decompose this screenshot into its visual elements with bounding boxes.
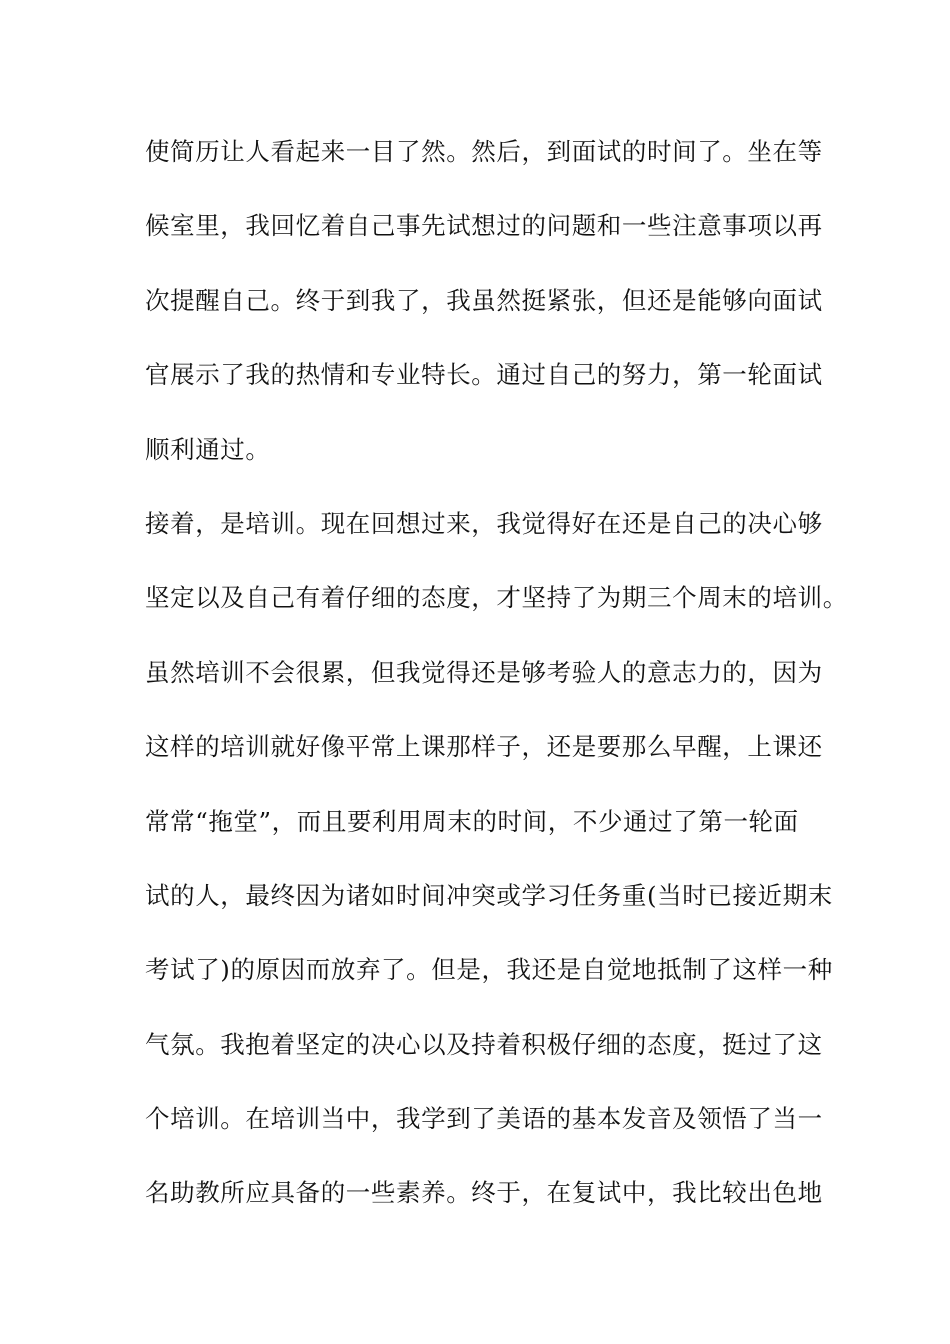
text-line: 常常“拖堂”，而且要利用周末的时间，不少通过了第一轮面 bbox=[145, 806, 799, 836]
text-line: 使简历让人看起来一目了然。然后，到面试的时间了。坐在等 bbox=[145, 137, 823, 166]
body-text bbox=[145, 127, 865, 1243]
text-line: 次提醒自己。终于到我了，我虽然挺紧张，但还是能够向面试 bbox=[145, 285, 823, 315]
text-line: 顺利通过。 bbox=[145, 434, 271, 464]
text-line: 考试了)的原因而放弃了。但是，我还是自觉地抵制了这样一种 bbox=[145, 955, 833, 985]
text-line: 名助教所应具备的一些素养。终于，在复试中，我比较出色地 bbox=[145, 1178, 823, 1208]
text-line: 试的人，最终因为诸如时间冲突或学习任务重(当时已接近期末 bbox=[145, 880, 833, 910]
text-line: 候室里，我回忆着自己事先试想过的问题和一些注意事项以再 bbox=[145, 211, 823, 241]
text-line: 这样的培训就好像平常上课那样子，还是要那么早醒，上课还 bbox=[145, 732, 823, 762]
text-line: 官展示了我的热情和专业特长。通过自己的努力，第一轮面试 bbox=[145, 360, 823, 390]
text-line: 坚定以及自己有着仔细的态度，才坚持了为期三个周末的培训。 bbox=[145, 583, 848, 613]
text-line: 个培训。在培训当中，我学到了美语的基本发音及领悟了当一 bbox=[145, 1104, 823, 1134]
text-line: 气氛。我抱着坚定的决心以及持着积极仔细的态度，挺过了这 bbox=[145, 1029, 823, 1059]
text-line: 虽然培训不会很累，但我觉得还是够考验人的意志力的，因为 bbox=[145, 657, 823, 687]
text-line: 接着，是培训。现在回想过来，我觉得好在还是自己的决心够 bbox=[145, 508, 823, 538]
